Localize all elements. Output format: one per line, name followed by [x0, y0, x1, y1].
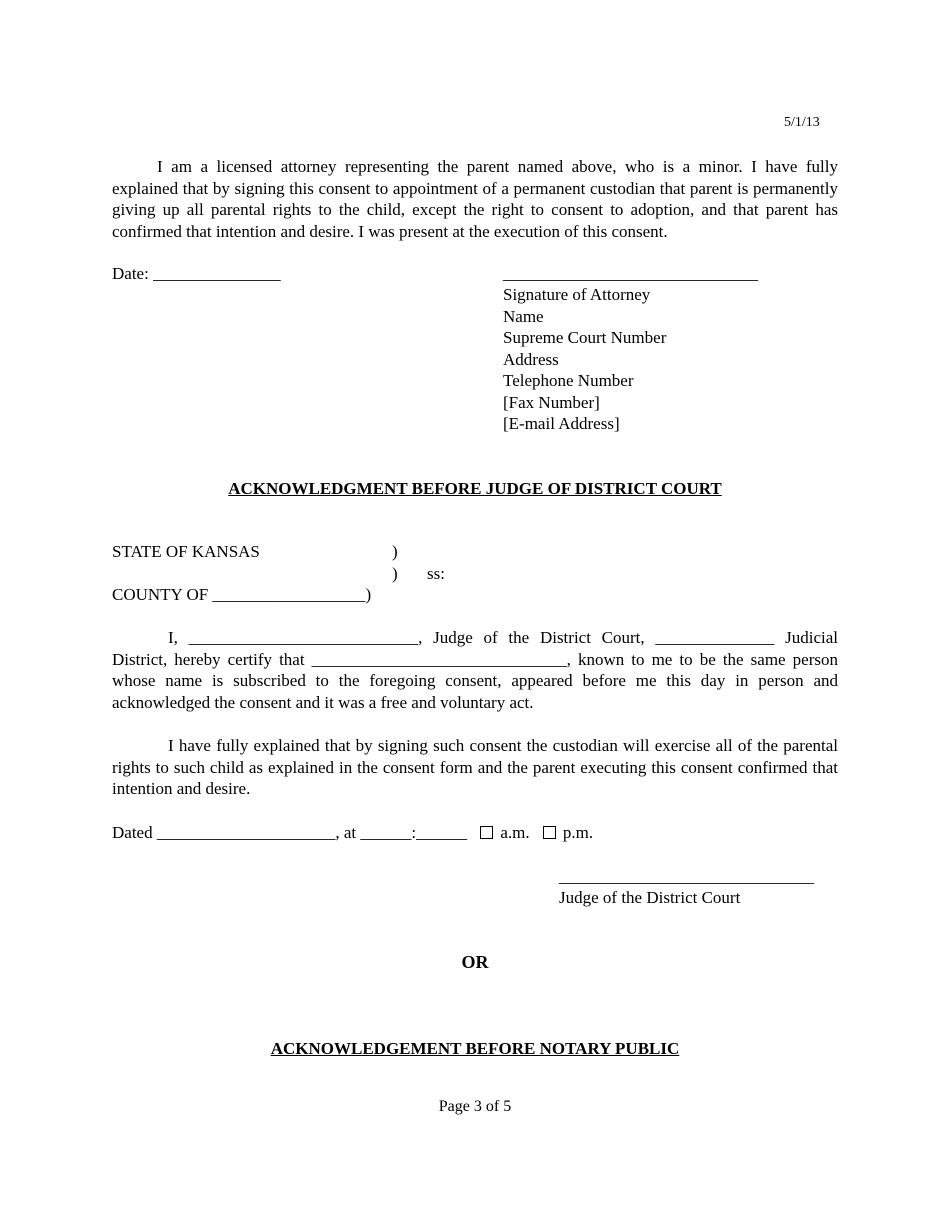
venue-paren: )	[392, 542, 398, 561]
email-label: [E-mail Address]	[503, 414, 620, 433]
pm-label: p.m.	[562, 823, 594, 842]
venue-county: COUNTY OF __________________	[112, 585, 366, 604]
venue-state: STATE OF KANSAS	[112, 542, 260, 561]
attorney-date-line: Date: _______________	[112, 264, 281, 283]
judge-acknowledgment-heading-text: ACKNOWLEDGMENT BEFORE JUDGE OF DISTRICT COURT	[228, 479, 722, 498]
dated-prefix: Dated _____________________, at ______:______	[112, 823, 468, 842]
judge-certification-text: I, ___________________________, Judge of the District Court, ______________ Judicial District, hereby certify that ______________________________, known to me to be the same person whose name is subscribed to the foregoing consent, appeared before me this day in person and acknowledged the consent and it was a free and voluntary act.	[112, 628, 838, 712]
attorney-name-label: Name	[503, 306, 544, 326]
judge-acknowledgment-heading	[0, 478, 950, 500]
telephone-label: Telephone Number	[503, 371, 634, 390]
notary-acknowledgment-heading	[0, 1038, 950, 1060]
judge-certification	[112, 627, 838, 713]
am-checkbox[interactable]	[480, 826, 493, 839]
address-label: Address	[503, 349, 559, 369]
dated-line	[112, 822, 593, 844]
notary-acknowledgment-heading-text: ACKNOWLEDGEMENT BEFORE NOTARY PUBLIC	[270, 1039, 680, 1058]
attorney-statement	[112, 156, 838, 242]
venue-paren: )	[365, 585, 372, 604]
version-date: 5/1/13	[784, 115, 820, 130]
attorney-signature-label: Signature of Attorney	[503, 285, 651, 304]
attorney-signature-line: ______________________________	[503, 264, 758, 283]
venue-paren: )	[392, 563, 398, 583]
judge-explanation-text: I have fully explained that by signing such consent the custodian will exercise all of the parental rights to such child as explained in the consent form and the parent executing this consent confirmed that intention and desire.	[112, 736, 838, 798]
judge-signature-label: Judge of the District Court	[559, 888, 741, 907]
pm-checkbox[interactable]	[543, 826, 556, 839]
fax-label: [Fax Number]	[503, 392, 600, 412]
supreme-court-number-label: Supreme Court Number	[503, 328, 667, 347]
or-separator: OR	[461, 952, 489, 972]
judge-signature-line: ______________________________	[559, 867, 814, 886]
judge-explanation	[112, 735, 838, 800]
venue-ss: ss:	[427, 563, 445, 583]
venue-block	[112, 541, 512, 606]
attorney-statement-text: I am a licensed attorney representing the parent named above, who is a minor. I have fully explained that by signing this consent to appointment of a permanent custodian that parent is permanently giving up all parental rights to the child, except the right to consent to adoption, and that parent has confirmed that intention and desire. I was present at the execution of this consent.	[112, 157, 838, 241]
am-label: a.m.	[500, 823, 530, 842]
page-number: Page 3 of 5	[438, 1098, 512, 1115]
attorney-signature-block	[503, 284, 666, 435]
